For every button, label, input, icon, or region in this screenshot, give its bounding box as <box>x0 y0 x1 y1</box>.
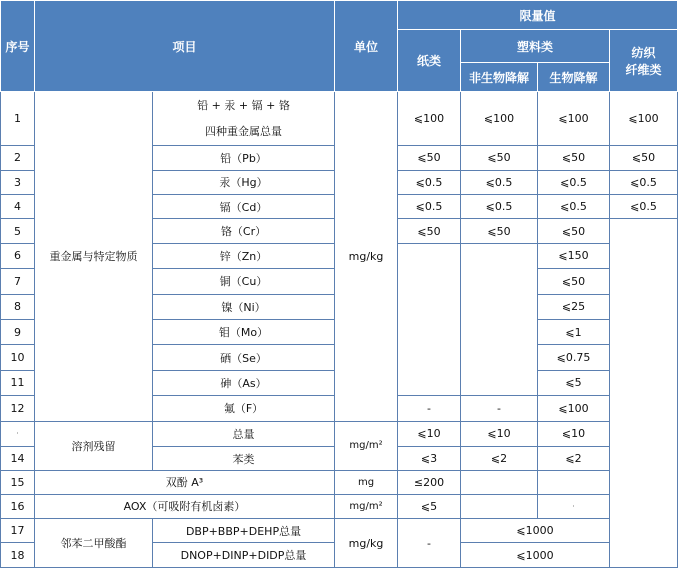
row-bio: ⩽150 <box>538 243 610 268</box>
group-solvent: 溶剂残留 <box>35 421 153 471</box>
row-bio: ⩽50 <box>538 219 610 243</box>
header-item: 项目 <box>35 1 335 92</box>
row-seq: 18 <box>1 543 35 568</box>
row-item <box>153 92 335 146</box>
row-bio: ⩽0.5 <box>538 170 610 194</box>
row-seq: 17 <box>1 519 35 543</box>
row-seq: 6 <box>1 243 35 268</box>
row-seq: 15 <box>1 471 35 494</box>
row-bio: ⩽0.5 <box>538 195 610 219</box>
unit-mgm2-solvent: mg/m² <box>335 421 398 471</box>
row-non-bio: ⩽10 <box>461 421 538 446</box>
row-paper: ⩽10 <box>398 421 461 446</box>
row-item: DNOP+DINP+DIDP总量 <box>153 543 335 568</box>
header-paper: 纸类 <box>398 30 461 92</box>
row-item: 镍（Ni） <box>153 294 335 319</box>
row-seq: 9 <box>1 319 35 344</box>
row-item: 铅（Pb） <box>153 146 335 170</box>
row-item: 镉（Cd） <box>153 195 335 219</box>
row-non-bio: - <box>461 396 538 421</box>
row-item: AOX（可吸附有机卤素） <box>35 494 335 518</box>
row-paper: ⩽50 <box>398 146 461 170</box>
row-item: 钼（Mo） <box>153 319 335 344</box>
row-seq: 8 <box>1 294 35 319</box>
row-item: 铬（Cr） <box>153 219 335 243</box>
row-non-bio: ⩽2 <box>461 446 538 470</box>
unit-mgkg-heavy: mg/kg <box>335 92 398 421</box>
row-non-bio: ⩽0.5 <box>461 195 538 219</box>
row-seq: 14 <box>1 446 35 470</box>
row-textile: ⩽100 <box>610 92 678 146</box>
group-phthalate: 邻苯二甲酸酯 <box>35 519 153 568</box>
row-bio: ⩽5 <box>538 370 610 395</box>
row-seq: 10 <box>1 345 35 370</box>
row-non-bio-empty <box>461 494 538 518</box>
row-item: 汞（Hg） <box>153 170 335 194</box>
row-paper: ≤200 <box>398 471 461 494</box>
row-seq: 12 <box>1 396 35 421</box>
header-seq: 序号 <box>1 1 35 92</box>
group-heavy-metal: 重金属与特定物质 <box>35 92 153 421</box>
row-textile: ⩽0.5 <box>610 170 678 194</box>
row-non-bio: ⩽100 <box>461 92 538 146</box>
row-seq: 7 <box>1 269 35 294</box>
row-textile: ⩽50 <box>610 146 678 170</box>
row-bio: ⩽100 <box>538 92 610 146</box>
row-paper: ⩽3 <box>398 446 461 470</box>
header-textile-line1: 纺织 <box>631 45 656 60</box>
row-bio: ⩽10 <box>538 421 610 446</box>
row-item: 双酚 A³ <box>35 471 335 494</box>
row-item: 苯类 <box>153 446 335 470</box>
row-item: 氟（F） <box>153 396 335 421</box>
row-paper: ⩽0.5 <box>398 170 461 194</box>
header-textile-line2: 纤维类 <box>625 62 662 77</box>
row-item: 锌（Zn） <box>153 243 335 268</box>
row-item: 总量 <box>153 421 335 446</box>
row-plastic: ⩽1000 <box>461 543 610 568</box>
row-bio-empty <box>538 471 610 494</box>
row-item-line2: 四种重金属总量 <box>205 124 282 138</box>
row-non-bio: ⩽50 <box>461 219 538 243</box>
row-bio: ⩽25 <box>538 294 610 319</box>
row-paper: - <box>398 519 461 568</box>
row-item: DBP+BBP+DEHP总量 <box>153 519 335 543</box>
header-unit: 单位 <box>335 1 398 92</box>
row-seq: 2 <box>1 146 35 170</box>
row-seq: 3 <box>1 170 35 194</box>
row-item: 铜（Cu） <box>153 269 335 294</box>
row-bio: ⩽100 <box>538 396 610 421</box>
row-bio: ⩽0.75 <box>538 345 610 370</box>
row-non-bio: ⩽0.5 <box>461 170 538 194</box>
row-paper: ⩽5 <box>398 494 461 518</box>
paper-empty <box>398 243 461 395</box>
row-non-bio: ⩽50 <box>461 146 538 170</box>
row-bio: ⩽1 <box>538 319 610 344</box>
row-seq: · <box>1 421 35 446</box>
row-seq: 5 <box>1 219 35 243</box>
unit-mgkg-phthalate: mg/kg <box>335 519 398 568</box>
header-limit: 限量值 <box>398 1 678 30</box>
row-non-bio-empty <box>461 471 538 494</box>
row-seq: 1 <box>1 92 35 146</box>
row-paper: - <box>398 396 461 421</box>
header-textile <box>610 30 678 92</box>
unit-mgm2-aox: mg/m² <box>335 494 398 518</box>
textile-empty <box>610 219 678 568</box>
header-non-bio: 非生物降解 <box>461 62 538 91</box>
row-bio: ⩽50 <box>538 269 610 294</box>
row-paper: ⩽50 <box>398 219 461 243</box>
row-paper: ⩽100 <box>398 92 461 146</box>
header-plastic: 塑料类 <box>461 30 610 63</box>
row-plastic: ⩽1000 <box>461 519 610 543</box>
unit-mg: mg <box>335 471 398 494</box>
row-textile: ⩽0.5 <box>610 195 678 219</box>
row-item: 硒（Se） <box>153 345 335 370</box>
row-item: 砷（As） <box>153 370 335 395</box>
row-seq: 11 <box>1 370 35 395</box>
row-bio: · <box>538 494 610 518</box>
row-bio: ⩽50 <box>538 146 610 170</box>
row-seq: 4 <box>1 195 35 219</box>
row-item-line1: 铅 + 汞 + 镉 + 铬 <box>197 98 290 112</box>
row-seq: 16 <box>1 494 35 518</box>
row-paper: ⩽0.5 <box>398 195 461 219</box>
row-bio: ⩽2 <box>538 446 610 470</box>
non-bio-empty <box>461 243 538 395</box>
header-bio: 生物降解 <box>538 62 610 91</box>
